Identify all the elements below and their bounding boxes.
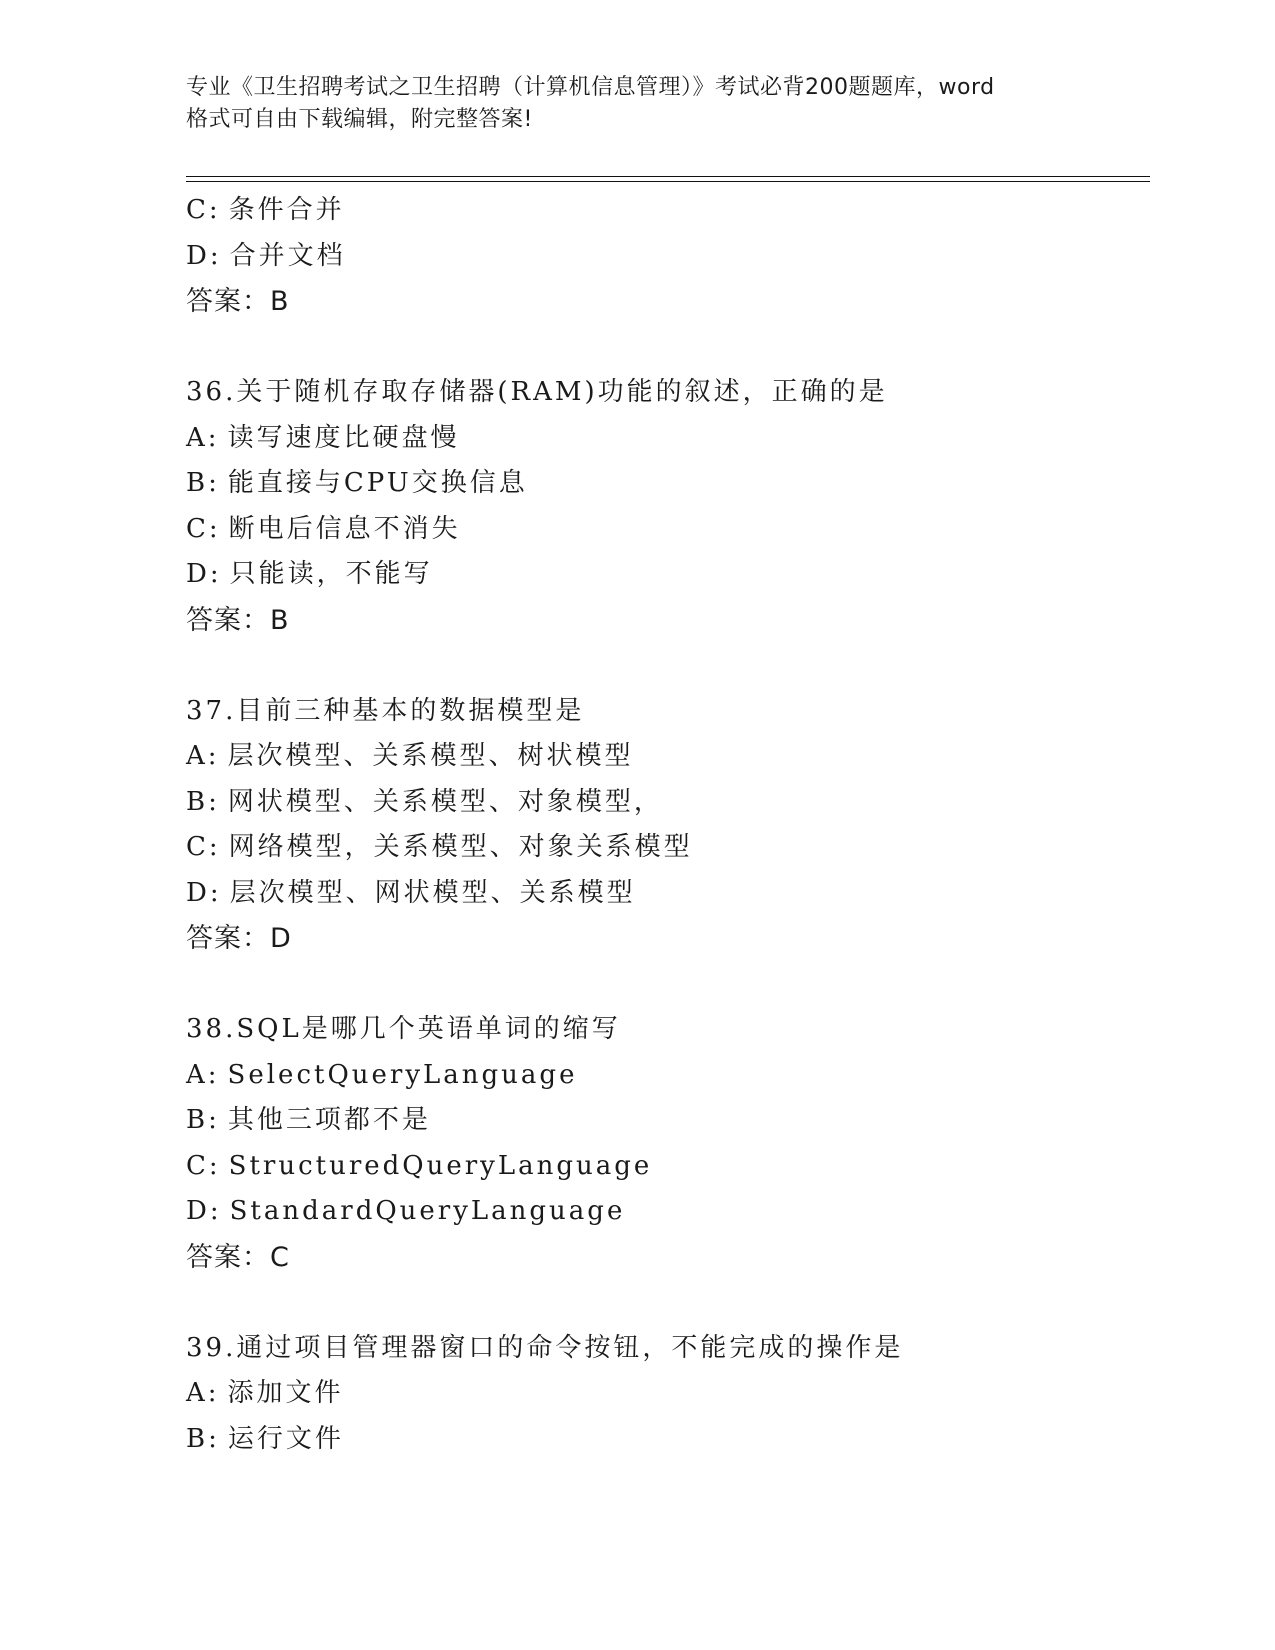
option-row bbox=[186, 188, 1146, 234]
option-label: C: bbox=[186, 1150, 221, 1181]
question-stem: 39.通过项目管理器窗口的命令按钮，不能完成的操作是 bbox=[186, 1332, 904, 1363]
answer-line: 答案：B bbox=[186, 604, 290, 636]
option-text: 层次模型、网状模型、关系模型 bbox=[229, 877, 636, 908]
header-line-1: 专业《卫生招聘考试之卫生招聘（计算机信息管理）》考试必背200题题库，word bbox=[186, 75, 995, 100]
option-text: 只能读，不能写 bbox=[229, 559, 433, 589]
option-label: A: bbox=[186, 1059, 220, 1090]
option-label: A: bbox=[186, 1378, 220, 1408]
answer-line: 答案：B bbox=[186, 286, 290, 317]
option-row bbox=[186, 1417, 1146, 1463]
option-text: 能直接与CPU交换信息 bbox=[227, 468, 528, 498]
spacer bbox=[186, 325, 1146, 371]
option-row bbox=[186, 1189, 1146, 1235]
option-row bbox=[186, 552, 1146, 598]
option-row bbox=[186, 780, 1146, 826]
option-label: B: bbox=[186, 1423, 220, 1454]
option-row bbox=[186, 1371, 1146, 1417]
header-divider-top bbox=[186, 176, 1150, 177]
option-label: A: bbox=[186, 422, 220, 453]
option-text: 运行文件 bbox=[227, 1423, 344, 1454]
option-text: 断电后信息不消失 bbox=[228, 513, 461, 544]
option-row bbox=[186, 871, 1146, 917]
option-label: B: bbox=[186, 1105, 220, 1135]
option-row bbox=[186, 507, 1146, 553]
spacer bbox=[186, 1280, 1146, 1326]
option-text: 其他三项都不是 bbox=[227, 1105, 431, 1135]
option-label: B: bbox=[186, 468, 220, 498]
document-header bbox=[186, 72, 1086, 136]
option-text: 条件合并 bbox=[228, 195, 345, 225]
option-row bbox=[186, 1098, 1146, 1144]
option-label: C: bbox=[186, 195, 221, 225]
question-stem: 37.目前三种基本的数据模型是 bbox=[186, 695, 585, 726]
option-text: 网状模型、关系模型、对象模型， bbox=[227, 786, 663, 817]
option-label: B: bbox=[186, 786, 220, 817]
spacer bbox=[186, 962, 1146, 1008]
option-row bbox=[186, 461, 1146, 507]
option-label: D: bbox=[186, 877, 222, 908]
header-line-2: 格式可自由下载编辑，附完整答案! bbox=[186, 107, 533, 132]
option-row bbox=[186, 416, 1146, 462]
option-label: D: bbox=[186, 240, 222, 271]
option-text: StandardQueryLanguage bbox=[229, 1196, 626, 1226]
option-label: D: bbox=[186, 559, 222, 589]
option-row bbox=[186, 1144, 1146, 1190]
option-row bbox=[186, 234, 1146, 280]
option-text: 合并文档 bbox=[229, 240, 346, 271]
option-text: StructuredQueryLanguage bbox=[228, 1150, 653, 1181]
option-label: D: bbox=[186, 1196, 222, 1226]
answer-line: 答案：D bbox=[186, 923, 292, 954]
option-row bbox=[186, 1053, 1146, 1099]
answer-line: 答案：C bbox=[186, 1241, 290, 1273]
spacer bbox=[186, 643, 1146, 689]
option-text: 读写速度比硬盘慢 bbox=[227, 422, 460, 453]
header-divider-bottom bbox=[186, 181, 1150, 182]
option-label: C: bbox=[186, 832, 221, 862]
question-stem: 38.SQL是哪几个英语单词的缩写 bbox=[186, 1014, 621, 1044]
option-label: C: bbox=[186, 513, 221, 544]
option-text: SelectQueryLanguage bbox=[227, 1059, 578, 1090]
option-text: 网络模型，关系模型、对象关系模型 bbox=[228, 832, 693, 862]
question-list bbox=[186, 188, 1146, 1462]
option-text: 添加文件 bbox=[227, 1378, 344, 1408]
option-row bbox=[186, 825, 1146, 871]
option-label: A: bbox=[186, 741, 220, 771]
option-text: 层次模型、关系模型、树状模型 bbox=[227, 741, 634, 771]
option-row bbox=[186, 734, 1146, 780]
question-stem: 36.关于随机存取存储器(RAM)功能的叙述，正确的是 bbox=[186, 377, 888, 407]
